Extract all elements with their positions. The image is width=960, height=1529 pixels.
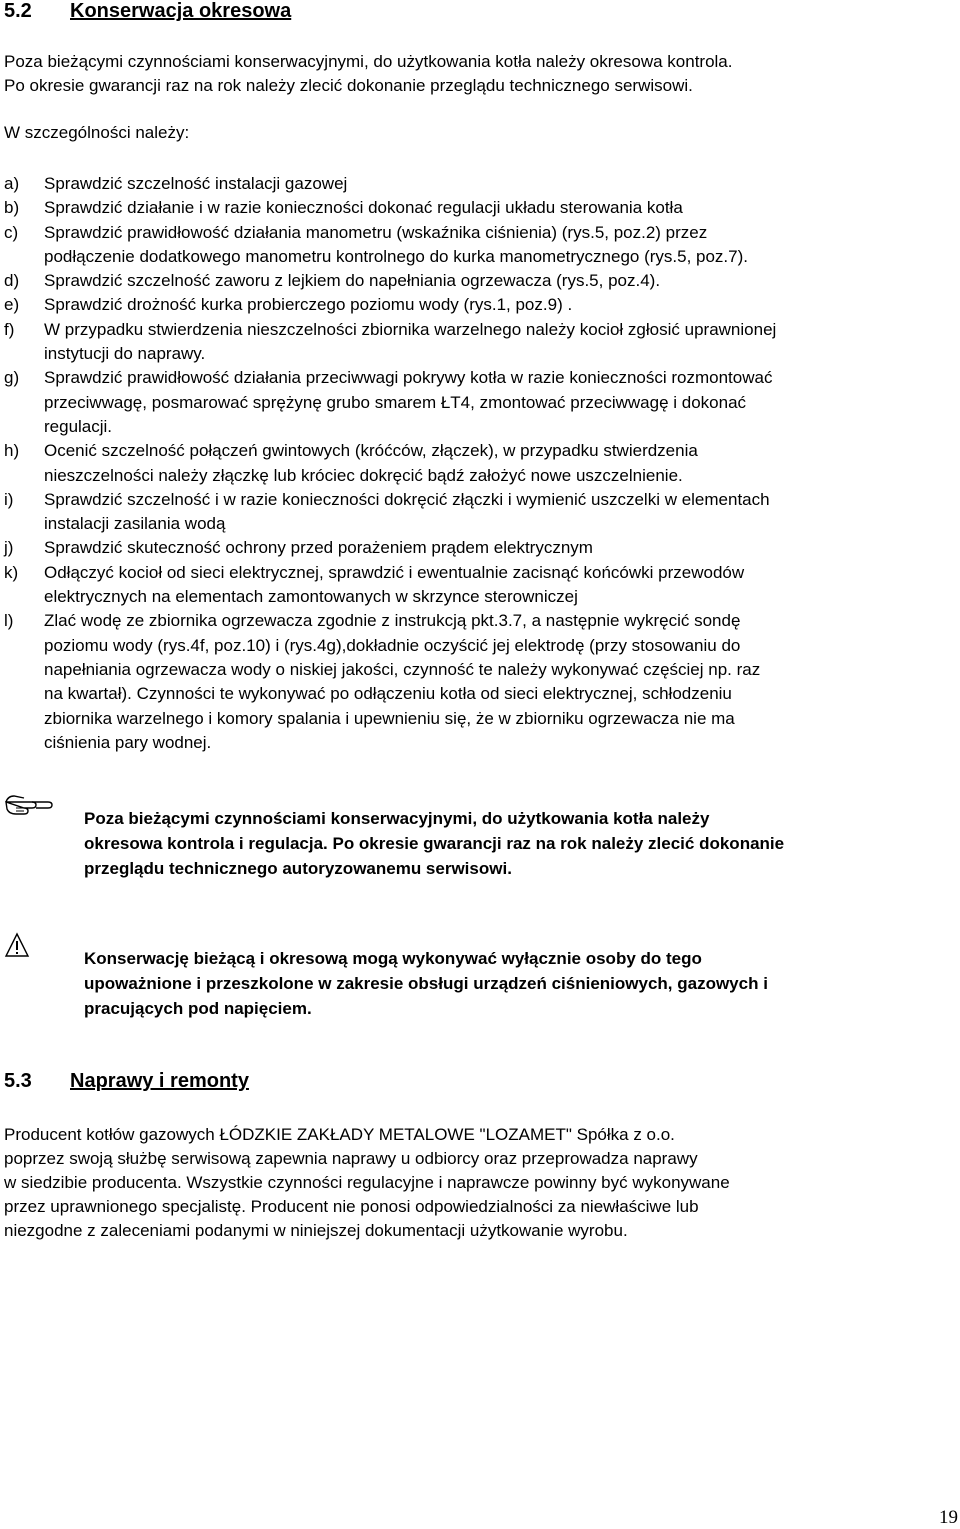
task-item-label: j) (4, 538, 14, 558)
task-list-item (4, 366, 954, 439)
task-item-line: Sprawdzić prawidłowość działania przeciwwagi pokrywy kotła w razie konieczności rozmontować (44, 368, 773, 388)
task-item-line: Sprawdzić drożność kurka probierczego poziomu wody (rys.1, poz.9) . (44, 295, 573, 315)
task-item-text (44, 561, 954, 610)
pointing-hand-icon (4, 792, 56, 818)
section-heading-5-2 (4, 0, 291, 22)
note-line: przeglądu technicznego autoryzowanemu serwisowi. (84, 859, 512, 878)
repairs-line: w siedzibie producenta. Wszystkie czynności regulacyjne i naprawcze powinny być wykonywane (4, 1173, 730, 1192)
task-item-line: na kwartał). Czynności te wykonywać po odłączeniu kotła od sieci elektrycznej, schłodzeniu (44, 684, 732, 704)
task-item-text (44, 269, 954, 293)
task-item-text (44, 366, 954, 439)
regular-inspection-note (84, 806, 954, 881)
task-item-label: c) (4, 222, 19, 242)
task-item-text (44, 609, 954, 755)
section-heading-5-3 (4, 1070, 249, 1092)
task-item-line: Sprawdzić prawidłowość działania manometru (wskaźnika ciśnienia) (rys.5, poz.2) przez (44, 222, 708, 242)
intro-line: Po okresie gwarancji raz na rok należy zlecić dokonanie przeglądu technicznego serwisowi. (4, 76, 693, 95)
repairs-line: przez uprawnionego specjalistę. Producent nie ponosi odpowiedzialności za niewłaściwe lub (4, 1197, 699, 1216)
task-list-item (4, 269, 954, 293)
task-item-line: Odłączyć kocioł od sieci elektrycznej, sprawdzić i ewentualnie zacisnąć końcówki przewodów (44, 562, 745, 582)
warning-line: Konserwację bieżącą i okresową mogą wykonywać wyłącznie osoby do tego (84, 949, 702, 968)
section-title: Konserwacja okresowa (70, 0, 292, 22)
task-item-text (44, 221, 954, 270)
lead-paragraph (4, 121, 954, 145)
task-item-line: przeciwwagę, posmarować sprężynę grubo smarem ŁT4, zmontować przeciwwagę i dokonać (44, 392, 747, 412)
maintenance-task-list (4, 172, 954, 755)
task-item-line: Zlać wodę ze zbiornika ogrzewacza zgodnie z instrukcją pkt.3.7, a następnie wykręcić sondę (44, 611, 741, 631)
task-list-item (4, 536, 954, 560)
task-item-line: Sprawdzić szczelność zaworu z lejkiem do napełniania ogrzewacza (rys.5, poz.4). (44, 271, 661, 291)
note-line: Poza bieżącymi czynnościami konserwacyjnymi, do użytkowania kotła należy (84, 809, 710, 828)
task-item-line: W przypadku stwierdzenia nieszczelności zbiornika warzelnego należy kocioł zgłosić uprawnionej (44, 319, 777, 339)
task-item-label: g) (4, 368, 20, 388)
task-item-text (44, 196, 954, 220)
task-list-item (4, 609, 954, 755)
repairs-line: poprzez swoją służbę serwisową zapewnia naprawy u odbiorcy oraz przeprowadza naprawy (4, 1149, 698, 1168)
task-item-line: Ocenić szczelność połączeń gwintowych (króćców, złączek), w przypadku stwierdzenia (44, 441, 698, 461)
warning-line: pracujących pod napięciem. (84, 999, 312, 1018)
page-number: 19 (939, 1507, 958, 1528)
task-list-item (4, 196, 954, 220)
task-list-item (4, 221, 954, 270)
intro-line: Poza bieżącymi czynnościami konserwacyjnymi, do użytkowania kotła należy okresowa kontrola. (4, 52, 733, 71)
task-item-label: i) (4, 489, 14, 509)
task-item-text (44, 293, 954, 317)
repairs-paragraph (4, 1123, 954, 1243)
task-item-line: nieszczelności należy złączkę lub króciec dokręcić bądź założyć nowe uszczelnienie. (44, 465, 683, 485)
note-line: okresowa kontrola i regulacja. Po okresie gwarancji raz na rok należy zlecić dokonanie (84, 834, 785, 853)
task-item-label: a) (4, 174, 20, 193)
task-item-line: instalacji zasilania wodą (44, 514, 226, 534)
task-item-line: poziomu wody (rys.4f, poz.10) i (rys.4g),dokładnie oczyścić jej elektrodę (przy stosowaniu do (44, 635, 741, 655)
task-item-label: e) (4, 295, 20, 315)
task-item-line: ciśnienia pary wodnej. (44, 732, 212, 752)
task-item-text (44, 318, 954, 367)
task-list-item (4, 439, 954, 488)
warning-line: upoważnione i przeszkolone w zakresie obsługi urządzeń ciśnieniowych, gazowych i (84, 974, 768, 993)
task-list-item (4, 293, 954, 317)
task-item-line: podłączenie dodatkowego manometru kontrolnego do kurka manometrycznego (rys.5, poz.7). (44, 246, 748, 266)
repairs-line: niezgodne z zaleceniami podanymi w niniejszej dokumentacji użytkowanie wyrobu. (4, 1221, 628, 1240)
authorized-personnel-warning (84, 946, 954, 1021)
task-item-line: Sprawdzić skuteczność ochrony przed porażeniem prądem elektrycznym (44, 538, 593, 558)
task-item-label: b) (4, 198, 20, 218)
task-item-text (44, 439, 954, 488)
task-item-text (44, 488, 954, 537)
warning-triangle-icon (4, 932, 30, 958)
task-item-label: l) (4, 611, 14, 631)
intro-paragraph (4, 50, 954, 98)
task-item-label: h) (4, 441, 20, 461)
task-item-line: Sprawdzić szczelność instalacji gazowej (44, 174, 348, 193)
task-item-line: regulacji. (44, 416, 113, 436)
lead-line: W szczególności należy: (4, 123, 190, 142)
task-item-label: d) (4, 271, 20, 291)
task-item-line: zbiornika warzelnego i komory spalania i upewnieniu się, że w zbiorniku ogrzewacza nie ma (44, 708, 735, 728)
task-list-item (4, 172, 954, 196)
task-list-item (4, 561, 954, 610)
task-item-text (44, 172, 954, 196)
task-item-label: k) (4, 562, 19, 582)
task-item-line: Sprawdzić szczelność i w razie konieczności dokręcić złączki i wymienić uszczelki w elementach (44, 489, 770, 509)
task-list-item (4, 318, 954, 367)
section-number: 5.2 (4, 0, 32, 22)
task-item-line: Sprawdzić działanie i w razie konieczności dokonać regulacji układu sterowania kotła (44, 198, 683, 218)
task-item-line: instytucji do naprawy. (44, 344, 206, 364)
repairs-line: Producent kotłów gazowych ŁÓDZKIE ZAKŁADY METALOWE "LOZAMET" Spółka z o.o. (4, 1125, 675, 1144)
task-item-line: elektrycznych na elementach zamontowanych w skrzynce sterowniczej (44, 587, 578, 607)
task-item-text (44, 536, 954, 560)
task-item-label: f) (4, 319, 15, 339)
section-number: 5.3 (4, 1070, 32, 1092)
task-list-item (4, 488, 954, 537)
task-item-line: napełniania ogrzewacza wody o niskiej jakości, czynność te należy wykonywać częściej np. raz (44, 659, 761, 679)
section-title: Naprawy i remonty (70, 1070, 249, 1092)
